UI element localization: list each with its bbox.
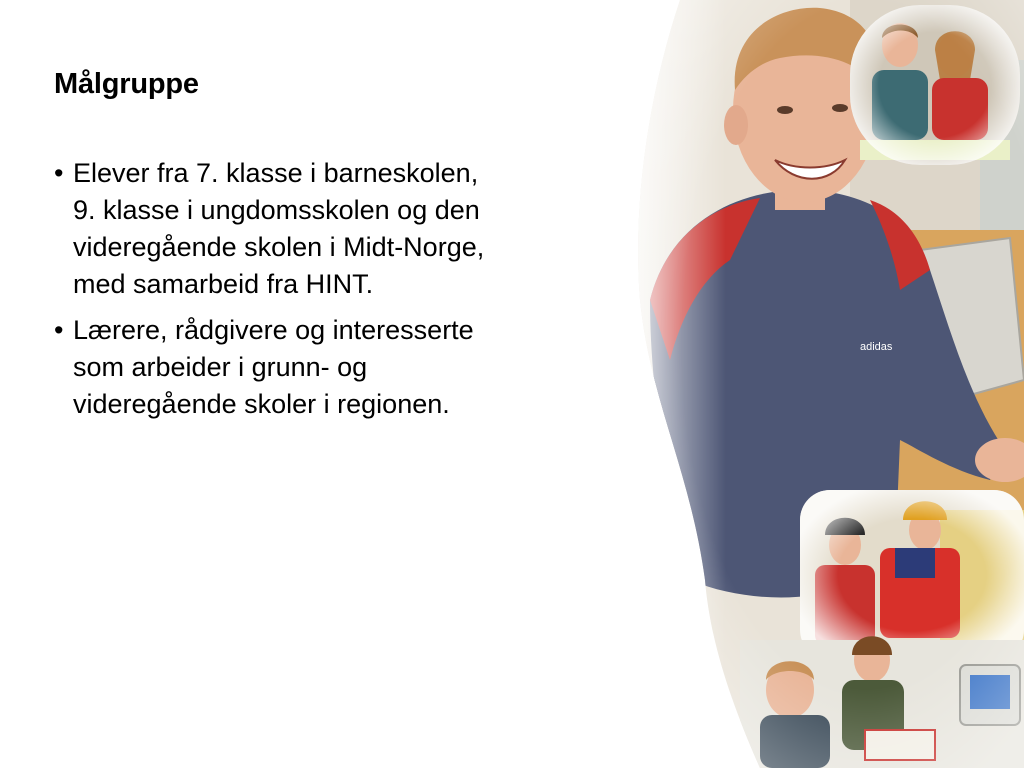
bullet-line: som arbeider i grunn- og — [73, 352, 368, 382]
bullet-list — [54, 155, 574, 432]
photo-collage — [610, 0, 1024, 768]
bullet-line: 9. klasse i ungdomsskolen og den — [73, 195, 480, 225]
bullet-line: med samarbeid fra HINT. — [73, 269, 374, 299]
bullet-line: Lærere, rådgivere og interesserte — [73, 315, 474, 345]
bullet-item-students — [54, 155, 574, 303]
bullet-icon: • — [54, 158, 64, 188]
bullet-line: videregående skoler i regionen. — [73, 389, 450, 419]
bullet-line: videregående skolen i Midt-Norge, — [73, 232, 485, 262]
bullet-item-teachers — [54, 312, 574, 423]
bullet-icon: • — [54, 315, 64, 345]
bullet-line: Elever fra 7. klasse i barneskolen, — [73, 158, 479, 188]
slide-title: Målgruppe — [54, 68, 199, 100]
